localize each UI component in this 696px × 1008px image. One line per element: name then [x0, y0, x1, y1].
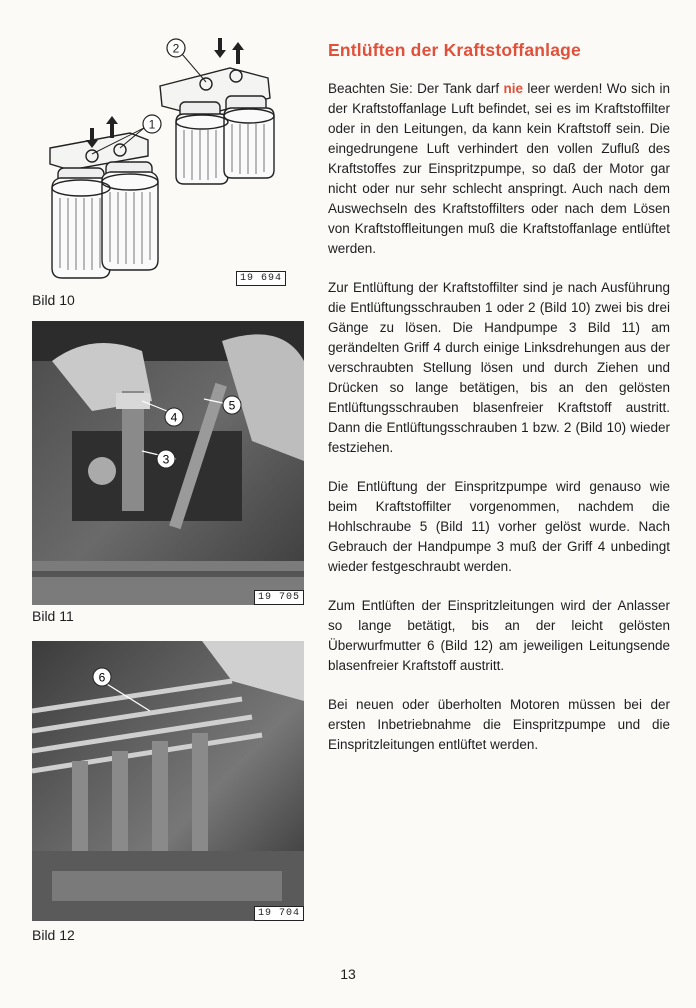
bild11-photo [32, 321, 304, 605]
up-arrow-icon [106, 116, 118, 138]
paragraph-5: Bei neuen oder überholten Motoren müssen bei der ersten Inbetriebnahme die Einspritzpumpe und die Einspritzleitungen entlüftet werden. [328, 697, 670, 752]
callout-1 [143, 115, 161, 133]
svg-text:1: 1 [148, 117, 156, 132]
svg-text:2: 2 [172, 41, 180, 56]
callout-2 [167, 39, 185, 57]
paragraph-3: Die Entlüftung der Einspritzpumpe wird genauso wie beim Kraftstoffilter vorgenommen, nachdem die Hohlschraube 5 (Bild 11) vorher gelöst wurde. Nach Gebrauch der Handpumpe 3 muß der Griff 4 unbedingt wieder festgeschraubt werden. [328, 479, 670, 574]
figure-id: 19 694 [236, 271, 286, 286]
page-number: 13 [340, 966, 356, 982]
figure-caption: Bild 10 [32, 292, 75, 308]
svg-text:4: 4 [170, 410, 178, 425]
svg-text:3: 3 [162, 452, 170, 467]
fuel-filter-illustration [30, 28, 290, 290]
bild10-drawing [30, 28, 290, 290]
bild12-photo [32, 641, 304, 921]
callout-5 [223, 396, 241, 414]
paragraph-1: Beachten Sie: Der Tank darf nie leer werden! Wo sich in der Kraftstoffanlage Luft befindet, sei es im Kraftstoffilter oder in den Leitungen, da kann kein Kraftstoff sein. Die eingedrungene Luft verhindert den vollen Zufluß des Kraftstoffes zur Einspritzpumpe, so daß der Motor gar nicht oder nur sehr schlecht anspringt. Auch nach dem Auswechseln des Kraftstoffilters oder nach dem Lösen von Kraftstoffleitungen muß die Kraftstoffanlage entlüftet werden. [328, 81, 670, 256]
article-title: Entlüften der Kraftstoffanlage [328, 40, 581, 60]
callout-3 [157, 450, 175, 468]
callout-6 [93, 668, 111, 686]
paragraph-4: Zum Entlüften der Einspritzleitungen wird der Anlasser so lange betätigt, bis an der leicht gelösten Überwurfmutter 6 (Bild 12) am jeweiligen Leitungsende blasenfreier Kraftstoff austritt. [328, 598, 670, 673]
svg-text:5: 5 [228, 398, 236, 413]
svg-text:6: 6 [98, 670, 106, 685]
callout-4 [165, 408, 183, 426]
figure-id: 19 704 [254, 906, 304, 921]
article-column [328, 40, 670, 774]
highlight-nie: nie [503, 81, 524, 96]
figure-caption: Bild 12 [32, 927, 75, 943]
figure-id: 19 705 [254, 590, 304, 605]
figure-caption: Bild 11 [32, 608, 74, 624]
up-arrow-icon [232, 42, 244, 64]
down-arrow-icon [214, 38, 226, 58]
paragraph-2: Zur Entlüftung der Kraftstoffilter sind je nach Ausführung die Entlüftungsschrauben 1 oder 2 (Bild 10) zwei bis drei Gänge zu lösen. Die Handpumpe 3 Bild 11) am gerändelten Griff 4 durch einige Linksdrehungen aus der verschraubten Stellung lösen und durch Ziehen und Drücken so lange betätigen, bis an den gelösten Entlüftungsschrauben blasenfreier Kraftstoff austritt. Dann die Entlüftungsschrauben 1 bzw. 2 (Bild 10) wieder festziehen. [328, 280, 670, 455]
